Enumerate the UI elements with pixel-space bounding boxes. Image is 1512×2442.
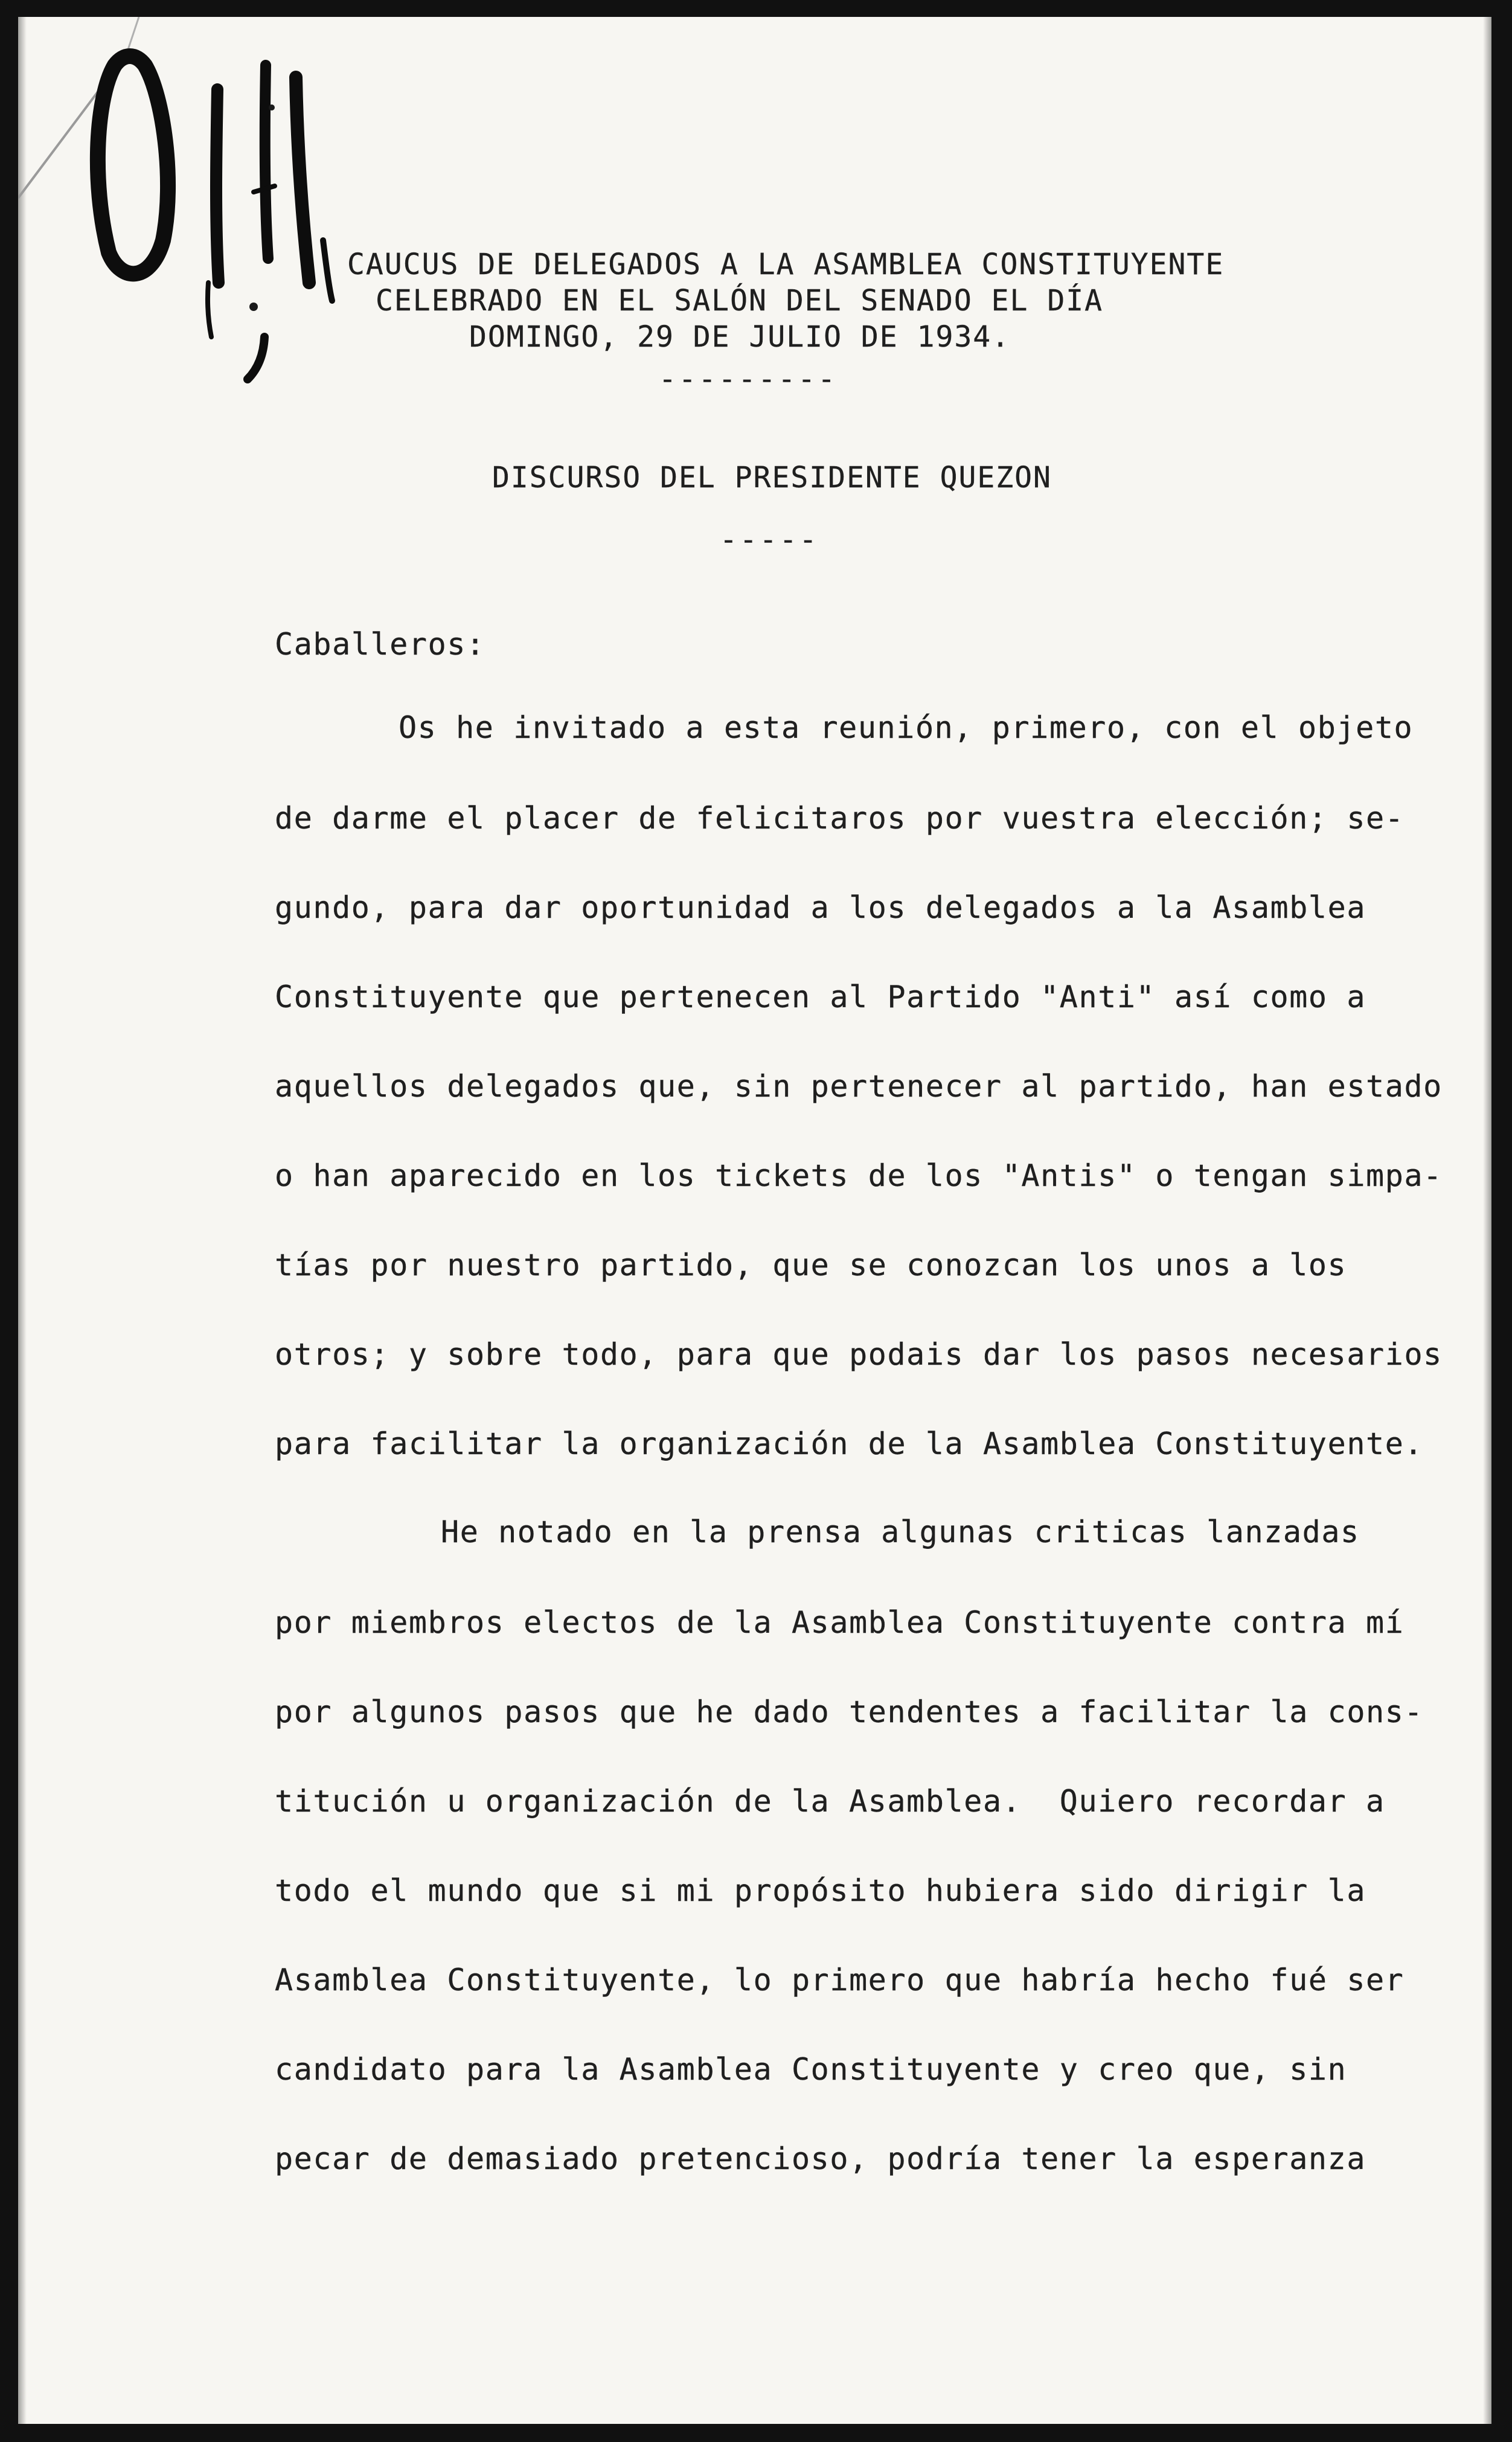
paragraph-2-line-6: Asamblea Constituyente, lo primero que habría hecho fué ser xyxy=(275,1963,1405,1998)
paragraph-1-line-5: aquellos delegados que, sin pertenecer al partido, han estado xyxy=(275,1069,1443,1104)
paragraph-2-line-8: pecar de demasiado pretencioso, podría tener la esperanza xyxy=(275,2141,1366,2176)
document-page xyxy=(18,17,1491,2424)
paragraph-1-line-9: para facilitar la organización de la Asamblea Constituyente. xyxy=(275,1426,1424,1461)
paragraph-2-line-7: candidato para la Asamblea Constituyente y creo que, sin xyxy=(275,2052,1347,2087)
header-line-3: DOMINGO, 29 DE JULIO DE 1934. xyxy=(469,320,1011,354)
paragraph-1-line-1: Os he invitado a esta reunión, primero, con el objeto xyxy=(399,710,1414,745)
scan-shadow-left xyxy=(18,17,27,2424)
paragraph-1-line-3: gundo, para dar oportunidad a los delegados a la Asamblea xyxy=(275,890,1366,925)
header-rule: --------- xyxy=(659,362,838,396)
header-line-1: CAUCUS DE DELEGADOS A LA ASAMBLEA CONSTITUYENTE xyxy=(347,248,1225,281)
speech-title: DISCURSO DEL PRESIDENTE QUEZON xyxy=(492,461,1052,495)
paragraph-2-line-4: titución u organización de la Asamblea. Quiero recordar a xyxy=(275,1784,1385,1819)
paragraph-1-line-6: o han aparecido en los tickets de los "Antis" o tengan simpa- xyxy=(275,1158,1443,1193)
title-rule: ----- xyxy=(720,523,819,557)
salutation: Caballeros: xyxy=(275,627,485,662)
paragraph-2-line-1: He notado en la prensa algunas criticas lanzadas xyxy=(441,1514,1360,1549)
paragraph-1-line-7: tías por nuestro partido, que se conozcan los unos a los xyxy=(275,1248,1347,1283)
handwritten-stamp-number xyxy=(72,23,435,385)
scan-shadow-right xyxy=(1483,17,1491,2424)
header-line-2: CELEBRADO EN EL SALÓN DEL SENADO EL DÍA xyxy=(376,284,1104,318)
paragraph-2-line-3: por algunos pasos que he dado tendentes a facilitar la cons- xyxy=(275,1694,1424,1729)
paragraph-1-line-4: Constituyente que pertenecen al Partido "Anti" así como a xyxy=(275,979,1366,1014)
paragraph-2-line-5: todo el mundo que si mi propósito hubiera sido dirigir la xyxy=(275,1873,1366,1908)
paragraph-1-line-2: de darme el placer de felicitaros por vuestra elección; se- xyxy=(275,801,1405,836)
paragraph-1-line-8: otros; y sobre todo, para que podais dar los pasos necesarios xyxy=(275,1337,1443,1372)
paragraph-2-line-2: por miembros electos de la Asamblea Constituyente contra mí xyxy=(275,1605,1405,1640)
